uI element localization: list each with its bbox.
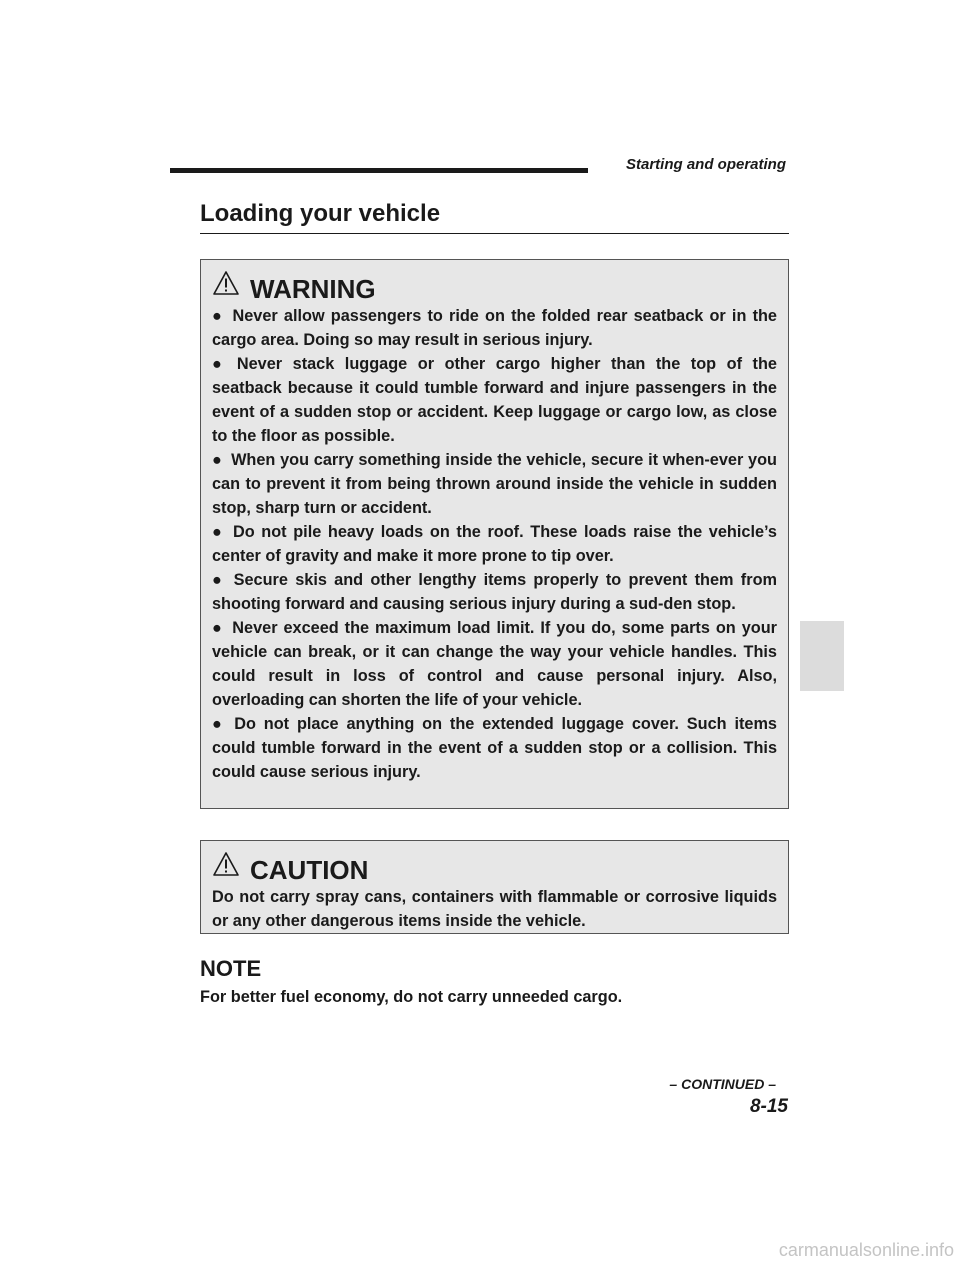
warning-item [212, 616, 777, 712]
bullet-icon: ● [212, 523, 224, 541]
page-title: Loading your vehicle [200, 200, 441, 227]
warning-item-text: Do not pile heavy loads on the roof. These loads raise the vehicle’s center of gravity and make it more prone to tip over. [212, 523, 777, 565]
warning-title: WARNING [250, 274, 376, 304]
header-rule [170, 168, 588, 173]
warning-item-text: When you carry something inside the vehicle, secure it when-ever you can to prevent it from being thrown around inside the vehicle in sudden stop, sharp turn or accident. [212, 451, 777, 517]
chapter-side-tab [800, 621, 844, 691]
bullet-icon: ● [212, 571, 225, 589]
caution-box [200, 840, 789, 934]
warning-item [212, 304, 777, 352]
bullet-icon: ● [212, 307, 224, 325]
bullet-icon: ● [212, 451, 223, 469]
warning-item-text: Never allow passengers to ride on the folded rear seatback or in the cargo area. Doing so may result in serious injury. [212, 307, 777, 349]
warning-item [212, 568, 777, 616]
warning-triangle-icon [212, 851, 240, 877]
warning-item-text: Never stack luggage or other cargo higher than the top of the seatback because it could tumble forward and injure passengers in the event of a sudden stop or accident. Keep luggage or cargo low, as close to the floor as possible. [212, 355, 777, 445]
bullet-icon: ● [212, 619, 224, 637]
caution-text: Do not carry spray cans, containers with flammable or corrosive liquids or any other dangerous items inside the vehicle. [212, 888, 777, 930]
warning-item-text: Do not place anything on the extended luggage cover. Such items could tumble forward in the event of a sudden stop or a collision. This could cause serious injury. [212, 715, 777, 781]
section-title: Starting and operating [625, 156, 786, 173]
bullet-icon: ● [212, 355, 228, 373]
title-rule [200, 233, 789, 234]
warning-item [212, 352, 777, 448]
continued-label: – CONTINUED – [669, 1076, 776, 1092]
watermark: carmanualsonline.info [778, 1240, 954, 1260]
warning-triangle-icon [212, 270, 240, 296]
warning-header [212, 270, 777, 302]
warning-item [212, 712, 777, 784]
warning-item [212, 520, 777, 568]
warning-list [212, 304, 777, 784]
warning-box [200, 259, 789, 809]
warning-item-text: Secure skis and other lengthy items properly to prevent them from shooting forward and causing serious injury during a sud-den stop. [212, 571, 777, 613]
bullet-icon: ● [212, 715, 226, 733]
caution-header [212, 851, 777, 883]
note-title: NOTE [200, 956, 262, 981]
note-text: For better fuel economy, do not carry unneeded cargo. [200, 988, 623, 1006]
page-number: 8-15 [749, 1096, 788, 1117]
warning-item-text: Never exceed the maximum load limit. If you do, some parts on your vehicle can break, or it can change the way your vehicle handles. This could result in loss of control and cause personal injury. Also, overloading can shorten the life of your vehicle. [212, 619, 777, 709]
caution-title: CAUTION [250, 855, 369, 885]
warning-item [212, 448, 777, 520]
